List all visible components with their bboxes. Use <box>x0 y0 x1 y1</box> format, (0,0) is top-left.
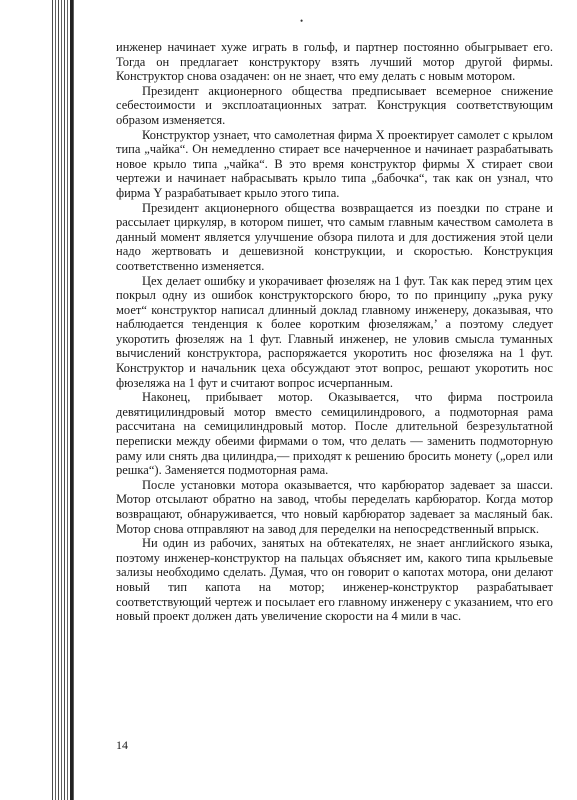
page-text <box>116 40 553 624</box>
paragraph-6: Наконец, прибывает мотор. Оказывается, что фирма построила девятицилиндровый мотор вместо семицилиндрового, а подмоторная рама рассчитана на семицилиндровый мотор. После длительной безрезультатной переписки между обеими фирмами о том, что делать — заменить подмоторную раму или снять два цилиндра,— приходят к решению бросить монету („орел или решка“). Заменяется подмоторная рама. <box>116 390 553 478</box>
paragraph-1: инженер начинает хуже играть в гольф, и партнер постоянно обыгрывает его. Тогда он предлагает конструктору взять лучший мотор другой фирмы. Конструктор снова озадачен: он не знает, что ему делать с новым мотором. <box>116 40 553 84</box>
paragraph-3: Конструктор узнает, что самолетная фирма X проектирует самолет с крылом типа „чайка“. Он немедленно стирает все начерченное и начинает разрабатывать новое крыло типа „чайка“. В это время конструктор фирмы X стирает свои чертежи и начинает набрасывать крыло типа „бабочка“, так как он узнал, что фирма Y разрабатывает крыло этого типа. <box>116 127 553 200</box>
paragraph-7: После установки мотора оказывается, что карбюратор задевает за шасси. Мотор отсылают обратно на завод, чтобы переделать карбюратор. Когда мотор возвращают, обнаруживается, что новый карбюратор задевает за масляный бак. Мотор снова отправляют на завод для переделки на непосредственный впрыск. <box>116 477 553 536</box>
paragraph-4: Президент акционерного общества возвращается из поездки по стране и рассылает циркуляр, в котором пишет, что самым главным качеством самолета в данный момент является улучшение обзора пилота и для достижения этой цели надо жертвовать и дешевизной конструкции, и скоростью. Конструкция соответственно изменяется. <box>116 200 553 273</box>
paragraph-8: Ни один из рабочих, занятых на обтекателях, не знает английского языка, поэтому инженер-конструктор на пальцах объясняет им, какого типа крыльевые зализы необходимо сделать. Думая, что он говорит о капотах мотора, они делают новый тип капота на мотор; инженер-конструктор разрабатывает соответствующий чертеж и посылает его главному инженеру с указанием, что его новый проект должен дать увеличение скорости на 4 мили в час. <box>116 536 553 624</box>
paragraph-5: Цех делает ошибку и укорачивает фюзеляж на 1 фут. Так как перед этим цех покрыл одну из ошибок конструкторского бюро, то по принципу „рука руку моет“ конструктор написал длинный доклад главному инженеру, доказывая, что наблюдается тенденция к более коротким фюзеляжам,’ а поэтому следует укоротить фюзеляж на 1 фут. Главный инженер, не уловив смысла туманных вычислений конструктора, распоряжается укоротить нос фюзеляжа на 1 фут. Конструктор и начальник цеха обсуждают этот вопрос, решают укоротить нос фюзеляжа на 1 фут и считают вопрос исчерпанным. <box>116 273 553 390</box>
book-binding-shadow <box>70 0 73 800</box>
page-number: 14 <box>116 738 128 752</box>
paragraph-2: Президент акционерного общества предписывает всемерное снижение себестоимости и эксплоатационных затрат. Конструкция соответствующим образом изменяется. <box>116 83 553 127</box>
print-mark: • <box>300 16 304 26</box>
